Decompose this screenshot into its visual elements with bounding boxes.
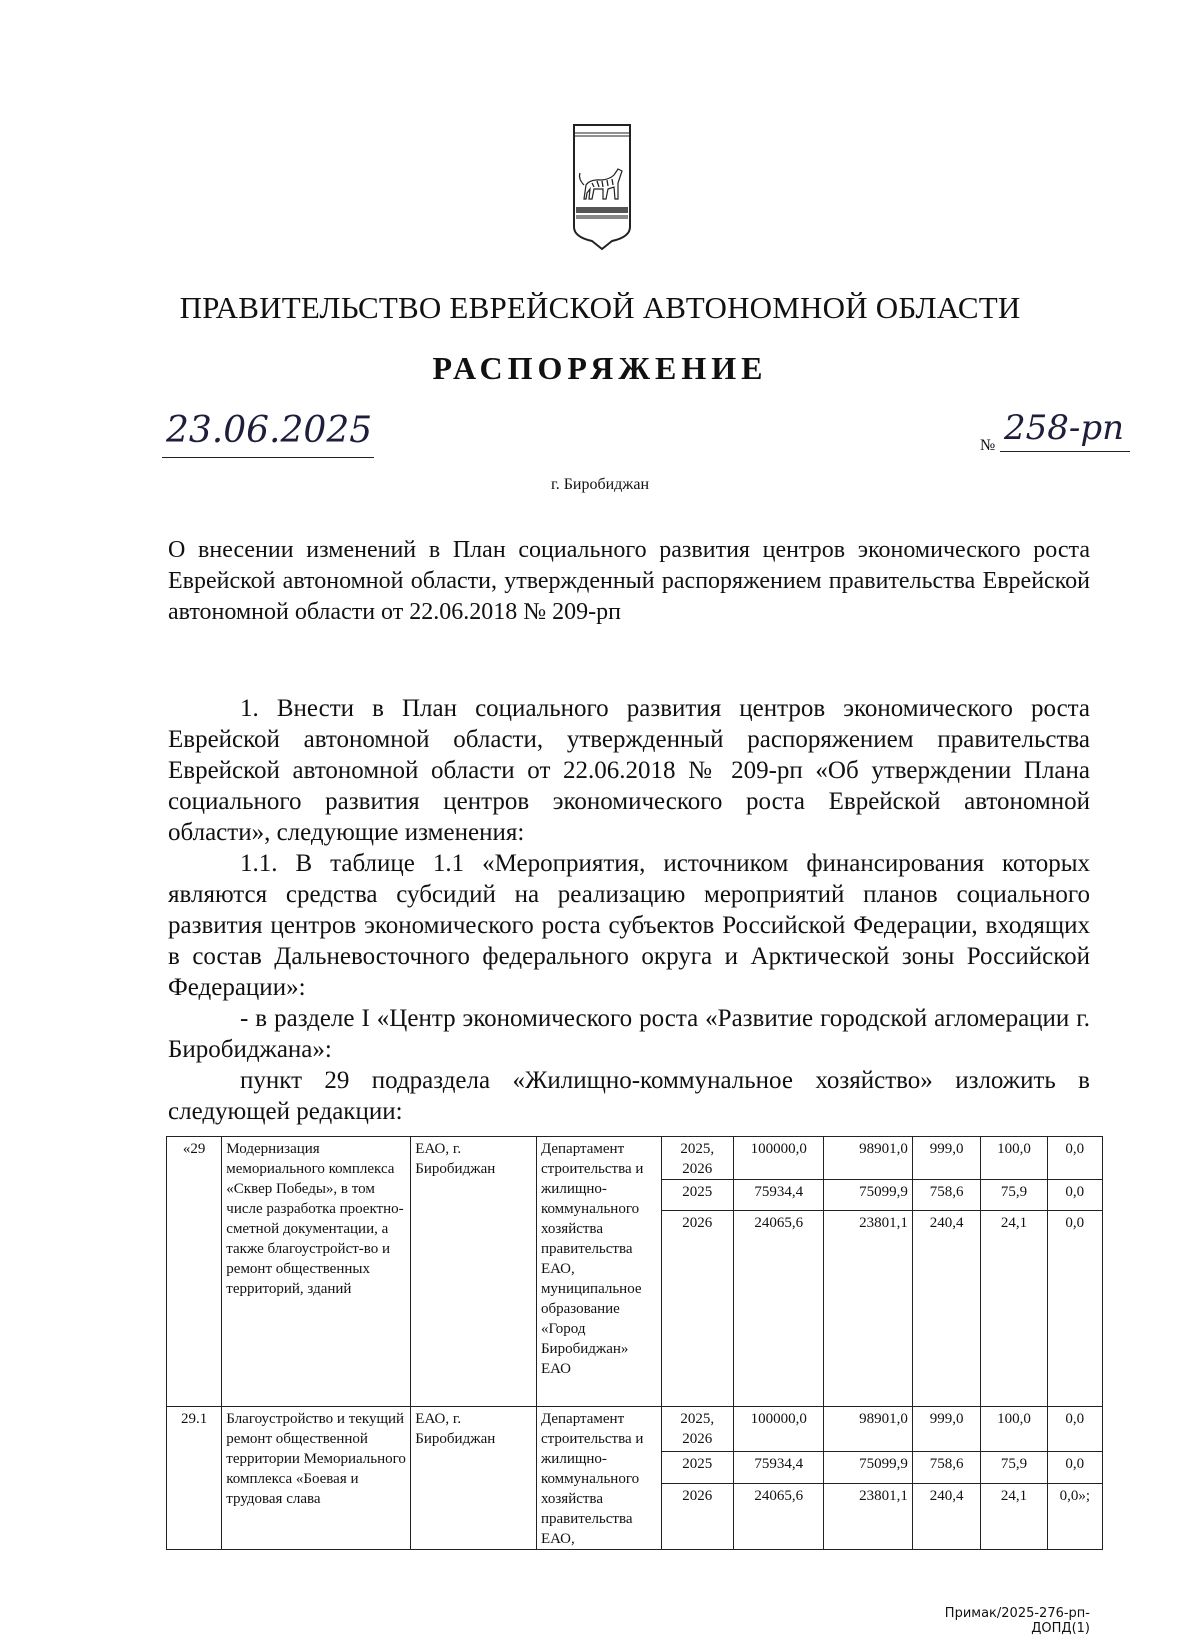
number-sign: №	[980, 437, 996, 454]
year-cell: 2026	[661, 1211, 733, 1407]
paragraph-1: 1. Внести в План социального развития центров экономического роста Еврейской автономной области, утвержденный распоряжением правительства Еврейской автономной области от 22.06.2018 № 209-рп «Об утверждении Плана социального развития центров экономического роста Еврейской автономной области», следующие изменения:	[168, 695, 1090, 846]
value-federal: 23801,1	[824, 1211, 912, 1407]
value-regional: 240,4	[912, 1483, 980, 1549]
value-local: 24,1	[981, 1483, 1047, 1549]
value-federal: 75099,9	[824, 1451, 912, 1483]
value-other: 0,0	[1047, 1211, 1102, 1407]
document-body	[168, 693, 1090, 1127]
item-number: «29	[167, 1137, 222, 1407]
item-number: 29.1	[167, 1407, 222, 1550]
value-total: 100000,0	[733, 1407, 823, 1452]
value-local: 75,9	[981, 1451, 1047, 1483]
value-total: 75934,4	[733, 1180, 823, 1211]
value-other: 0,0	[1047, 1451, 1102, 1483]
document-number-line	[1000, 410, 1130, 452]
paragraph-1-1: 1.1. В таблице 1.1 «Мероприятия, источником финансирования которых являются средства субсидий на реализацию мероприятий планов социального развития центров экономического роста субъектов Российской Федерации, входящих в состав Дальневосточного федерального округа и Арктической зоны Российской Федерации»:	[168, 850, 1090, 1001]
value-total: 24065,6	[733, 1211, 823, 1407]
organization-name: ПРАВИТЕЛЬСТВО ЕВРЕЙСКОЙ АВТОНОМНОЙ ОБЛАСТИ	[179, 290, 1021, 325]
value-local: 100,0	[981, 1137, 1047, 1180]
value-federal: 75099,9	[824, 1180, 912, 1211]
document-date: 23.06.2025	[166, 410, 373, 451]
document-date-line	[162, 408, 374, 458]
item-responsible: Департамент строительства и жилищно-коммунального хозяйства правительства ЕАО, муниципальное образование «Город Биробиджан» ЕАО	[536, 1137, 661, 1407]
document-type: РАСПОРЯЖЕНИЕ	[432, 350, 768, 386]
tiger-coat-of-arms-icon	[572, 123, 632, 253]
value-local: 75,9	[981, 1180, 1047, 1211]
value-regional: 240,4	[912, 1211, 980, 1407]
value-regional: 758,6	[912, 1451, 980, 1483]
table-row	[167, 1137, 1103, 1180]
document-subject: О внесении изменений в План социального развития центров экономического роста Еврейской автономной области, утвержденный распоряжением правительства Еврейской автономной области от 22.06.2018 № 209-рп	[168, 537, 1090, 625]
year-cell: 2025	[661, 1180, 733, 1211]
table-row	[167, 1407, 1103, 1452]
document-code: Примак/2025-276-рп-ДОПД(1)	[944, 1606, 1090, 1636]
value-regional: 999,0	[912, 1407, 980, 1452]
year-cell: 2025, 2026	[661, 1137, 733, 1180]
item-place: ЕАО, г. Биробиджан	[411, 1137, 537, 1407]
value-regional: 999,0	[912, 1137, 980, 1180]
paragraph-section: - в разделе I «Центр экономического роста «Развитие городской агломерации г. Биробиджана»:	[168, 1005, 1090, 1063]
value-local: 24,1	[981, 1211, 1047, 1407]
value-other: 0,0	[1047, 1407, 1102, 1452]
item-name: Благоустройство и текущий ремонт общественной территории Мемориального комплекса «Боевая и трудовая слава	[222, 1407, 411, 1550]
value-federal: 98901,0	[824, 1137, 912, 1180]
city: г. Биробиджан	[550, 476, 650, 493]
document-number: 258-рп	[1004, 408, 1125, 448]
value-other: 0,0»;	[1047, 1483, 1102, 1549]
paragraph-item-29: пункт 29 подраздела «Жилищно-коммунальное хозяйство» изложить в следующей редакции:	[168, 1067, 1090, 1125]
value-other: 0,0	[1047, 1137, 1102, 1180]
value-total: 100000,0	[733, 1137, 823, 1180]
value-federal: 23801,1	[824, 1483, 912, 1549]
value-other: 0,0	[1047, 1180, 1102, 1211]
year-cell: 2026	[661, 1483, 733, 1549]
value-regional: 758,6	[912, 1180, 980, 1211]
year-cell: 2025	[661, 1451, 733, 1483]
value-total: 24065,6	[733, 1483, 823, 1549]
item-name: Модернизация мемориального комплекса «Сквер Победы», в том числе разработка проектно-сметной документации, а также благоустройст-во и ремонт общественных территорий, зданий	[222, 1137, 411, 1407]
plan-table	[166, 1136, 1103, 1550]
value-local: 100,0	[981, 1407, 1047, 1452]
item-responsible: Департамент строительства и жилищно-коммунального хозяйства правительства ЕАО,	[536, 1407, 661, 1550]
year-cell: 2025, 2026	[661, 1407, 733, 1452]
item-place: ЕАО, г. Биробиджан	[411, 1407, 537, 1550]
value-total: 75934,4	[733, 1451, 823, 1483]
value-federal: 98901,0	[824, 1407, 912, 1452]
